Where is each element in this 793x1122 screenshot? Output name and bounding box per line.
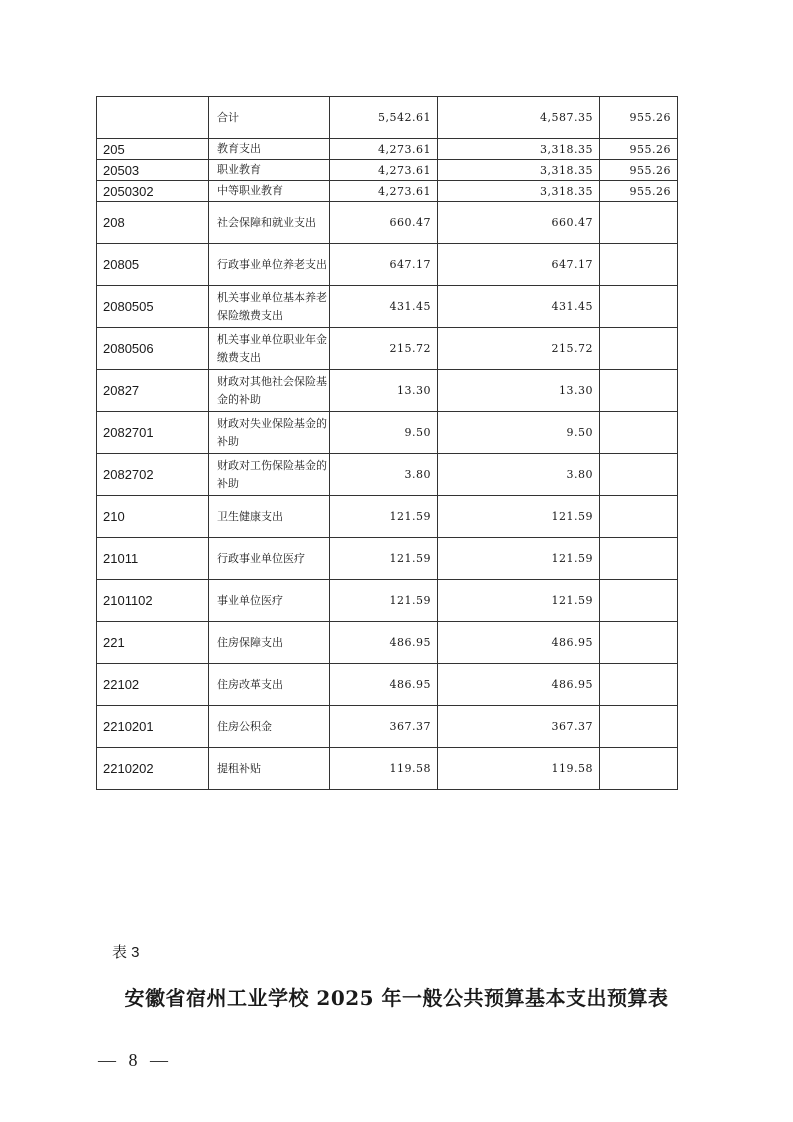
row-basic [438,496,600,538]
row-name-text: 财政对失业保险基金的补助 [217,416,327,448]
row-name-text: 卫生健康支出 [217,509,283,523]
row-total [330,370,438,412]
row-total [330,286,438,328]
row-total [330,706,438,748]
row-basic [438,370,600,412]
row-total [330,139,438,160]
row-name-text: 住房公积金 [217,719,272,733]
row-project [600,748,678,790]
row-name [209,622,330,664]
row-total [330,412,438,454]
row-basic [438,538,600,580]
row-name [209,202,330,244]
row-code [97,664,209,706]
row-code-text: 2082701 [103,425,154,440]
table-row [97,181,678,202]
row-code [97,706,209,748]
row-basic [438,244,600,286]
document-title: 安徽省宿州工业学校 2025 年一般公共预算基本支出预算表 [124,986,669,1010]
row-basic [438,328,600,370]
row-name [209,97,330,139]
row-project-text: 955.26 [629,184,671,198]
row-basic-text: 3,318.35 [540,184,593,198]
table-row [97,160,678,181]
row-project [600,286,678,328]
row-name-text: 合计 [217,110,239,124]
row-name [209,286,330,328]
row-code [97,244,209,286]
row-total-text: 4,273.61 [378,142,431,156]
row-project-text: 955.26 [629,142,671,156]
row-name [209,496,330,538]
row-code-text: 210 [103,509,125,524]
row-code-text: 2101102 [103,593,153,608]
row-project [600,139,678,160]
row-code-text: 20827 [103,383,140,398]
row-code-text: 20503 [103,162,140,178]
row-total-text: 215.72 [389,342,431,355]
row-total-text: 121.59 [389,510,431,523]
row-name-text: 财政对其他社会保险基金的补助 [217,374,327,406]
row-project [600,244,678,286]
row-total-text: 9.50 [404,426,431,439]
row-code [97,622,209,664]
table-row [97,706,678,748]
row-project [600,202,678,244]
row-name [209,664,330,706]
row-basic-text: 3.80 [566,468,593,481]
row-total-text: 13.30 [397,384,431,397]
row-total-text: 647.17 [389,258,431,271]
row-total-text: 486.95 [389,678,431,691]
table-row [97,97,678,139]
row-total-text: 3.80 [404,468,431,481]
row-name [209,412,330,454]
row-code [97,580,209,622]
row-name [209,181,330,202]
row-code-text: 2080505 [103,299,154,314]
row-name-text: 中等职业教育 [217,184,283,197]
row-basic [438,622,600,664]
row-code [97,202,209,244]
row-code [97,454,209,496]
row-total-text: 119.58 [389,762,431,775]
row-name [209,580,330,622]
row-name [209,328,330,370]
table-row [97,244,678,286]
row-name [209,160,330,181]
row-project-text: 955.26 [629,111,671,124]
row-basic-text: 121.59 [551,552,593,565]
row-project [600,97,678,139]
table-label: 表 3 [112,944,140,961]
row-total [330,202,438,244]
row-project [600,664,678,706]
row-basic [438,412,600,454]
row-basic [438,580,600,622]
row-code [97,370,209,412]
row-basic [438,706,600,748]
table-body [97,97,678,790]
row-project [600,181,678,202]
row-name-text: 机关事业单位职业年金缴费支出 [217,332,327,364]
row-project [600,706,678,748]
budget-table [96,96,678,790]
row-name-text: 财政对工伤保险基金的补助 [217,458,327,490]
row-project [600,412,678,454]
row-code-text: 2210202 [103,761,154,776]
row-project [600,160,678,181]
table-row [97,454,678,496]
row-basic-text: 660.47 [551,216,593,229]
row-code-text: 208 [103,215,125,230]
row-code-text: 2050302 [103,183,154,199]
row-code [97,328,209,370]
row-total [330,97,438,139]
row-project [600,454,678,496]
row-total [330,160,438,181]
row-code [97,496,209,538]
row-total-text: 4,273.61 [378,184,431,198]
row-basic [438,139,600,160]
row-code [97,181,209,202]
row-name [209,244,330,286]
row-basic [438,748,600,790]
row-name-text: 机关事业单位基本养老保险缴费支出 [217,290,327,322]
row-name-text: 行政事业单位医疗 [217,551,305,565]
row-code [97,538,209,580]
row-total-text: 367.37 [389,720,431,733]
row-project [600,538,678,580]
row-code-text: 22102 [103,677,140,692]
row-project [600,370,678,412]
row-total [330,538,438,580]
row-code-text: 2210201 [103,719,154,734]
row-code [97,748,209,790]
row-name-text: 事业单位医疗 [217,593,283,607]
row-basic [438,160,600,181]
row-basic-text: 647.17 [551,258,593,271]
row-code-text: 20805 [103,257,140,272]
row-basic [438,181,600,202]
row-total [330,580,438,622]
row-name [209,370,330,412]
row-code [97,97,209,139]
row-total-text: 121.59 [389,594,431,607]
row-code-text: 221 [103,635,125,650]
row-code-text: 21011 [103,551,139,566]
row-total [330,748,438,790]
row-project [600,622,678,664]
row-project [600,328,678,370]
table-row [97,286,678,328]
row-total [330,328,438,370]
row-name [209,748,330,790]
row-total-text: 660.47 [389,216,431,229]
row-basic [438,202,600,244]
row-name-text: 行政事业单位养老支出 [217,257,327,271]
row-project-text: 955.26 [629,163,671,177]
row-code-text: 2082702 [103,467,154,482]
row-basic [438,97,600,139]
row-basic-text: 119.58 [551,762,593,775]
row-basic-text: 367.37 [551,720,593,733]
row-name [209,706,330,748]
row-code-text: 2080506 [103,341,154,356]
row-total-text: 431.45 [389,300,431,313]
row-total-text: 121.59 [389,552,431,565]
row-name-text: 社会保障和就业支出 [217,215,316,229]
table-row [97,496,678,538]
row-basic-text: 431.45 [551,300,593,313]
table-row [97,622,678,664]
page-number: — 8 — [98,1050,172,1070]
table-row [97,328,678,370]
row-basic-text: 9.50 [566,426,593,439]
table-row [97,580,678,622]
row-total-text: 5,542.61 [378,111,431,124]
row-basic [438,286,600,328]
table-row [97,412,678,454]
row-project [600,580,678,622]
row-total [330,454,438,496]
row-basic-text: 121.59 [551,594,593,607]
row-total [330,496,438,538]
table-row [97,664,678,706]
table-row [97,748,678,790]
table-row [97,538,678,580]
row-total [330,622,438,664]
table-row [97,202,678,244]
row-total-text: 4,273.61 [378,163,431,177]
row-total [330,244,438,286]
row-project [600,496,678,538]
row-code [97,412,209,454]
row-name-text: 住房保障支出 [217,635,283,649]
row-total [330,181,438,202]
row-code [97,139,209,160]
row-code [97,286,209,328]
row-basic [438,454,600,496]
row-basic-text: 486.95 [551,678,593,691]
row-name-text: 住房改革支出 [217,677,283,691]
table-row [97,139,678,160]
row-basic-text: 3,318.35 [540,142,593,156]
row-name-text: 提租补贴 [217,761,261,775]
row-name-text: 职业教育 [217,163,261,176]
row-name [209,454,330,496]
row-name [209,139,330,160]
row-name [209,538,330,580]
row-name-text: 教育支出 [217,142,261,155]
table-row [97,370,678,412]
row-code-text: 205 [103,141,125,157]
row-basic-text: 13.30 [559,384,593,397]
row-basic-text: 215.72 [551,342,593,355]
row-basic-text: 3,318.35 [540,163,593,177]
row-total-text: 486.95 [389,636,431,649]
row-basic-text: 121.59 [551,510,593,523]
row-basic-text: 4,587.35 [540,111,593,124]
row-basic-text: 486.95 [551,636,593,649]
row-code [97,160,209,181]
row-total [330,664,438,706]
row-basic [438,664,600,706]
